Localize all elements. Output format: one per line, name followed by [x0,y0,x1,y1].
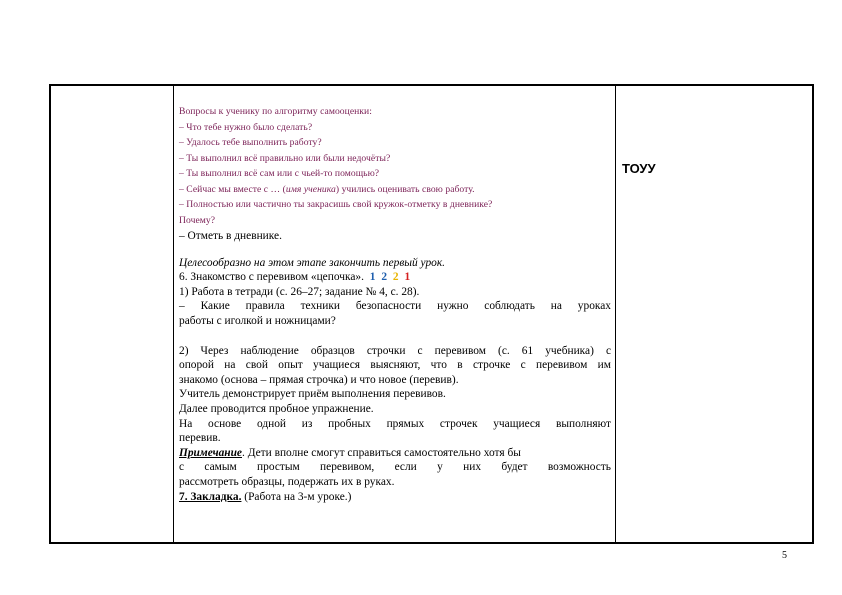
column-divider [173,86,174,542]
note-paragraph: Примечание. Дети вполне смогут справиться самостоятельно хотя бы [179,446,521,459]
question-item: – Полностью или частично ты закрасишь свой кружок-отметку в дневнике? [179,199,493,210]
questions-title: Вопросы к ученику по алгоритму самооценки: [179,106,372,117]
section-6-title: 6. Знакомство с перевивом «цепочка». 1 2 2 1 [179,271,411,284]
safety-question: – Какие правила техники безопасности нужно соблюдать на уроках [179,300,611,313]
question-item: Почему? [179,214,216,226]
column-divider [615,86,616,542]
level-number: 2 [381,271,388,284]
basis-paragraph: перевив. [179,432,221,445]
question-item: – Ты выполнил всё правильно или были недочёты? [179,152,391,164]
end-first-lesson-note: Целесообразно на этом этапе закончить первый урок. [179,256,446,269]
toyy-label: ТОУУ [622,161,656,176]
level-number: 2 [392,271,399,284]
note-label: Примечание [179,446,242,459]
observation-paragraph: опорой на свой опыт учащиеся выясняют, что в строчке с перевивом им [179,359,611,372]
self-assessment-questions [179,104,611,228]
question-item: – Что тебе нужно было сделать? [179,121,313,133]
observation-paragraph: 2) Через наблюдение образцов строчки с перевивом (с. 61 учебника) с [179,344,611,357]
teacher-demo: Учитель демонстрирует приём выполнения перевивов. [179,388,446,401]
question-item: – Сейчас мы вместе с … (имя ученика) учились оценивать свою работу. [179,183,475,195]
lesson-content [179,104,611,504]
note-paragraph: с самым простым перевивом, если у них будет возможность [179,461,611,474]
question-item: – Ты выполнил всё сам или с чьей-то помощью? [179,168,380,179]
trial-exercise: Далее проводится пробное упражнение. [179,402,374,415]
level-number: 1 [369,271,376,284]
lesson-table [49,84,814,544]
safety-question: работы с иголкой и ножницами? [179,314,336,327]
basis-paragraph: На основе одной из пробных прямых строчек учащиеся выполняют [179,417,611,430]
level-number: 1 [404,271,411,284]
section-7-label: 7. Закладка. [179,490,242,503]
note-paragraph: рассмотреть образцы, подержать их в руках. [179,475,395,488]
page-number: 5 [782,550,787,561]
section-7: 7. Закладка. (Работа на 3-м уроке.) [179,490,352,503]
mark-in-diary: – Отметь в дневнике. [179,230,282,242]
workbook-task: 1) Работа в тетради (с. 26–27; задание № 4, с. 28). [179,285,420,298]
observation-paragraph: знакомо (основа – прямая строчка) и что новое (перевив). [179,373,459,386]
question-item: – Удалось тебе выполнить работу? [179,137,322,148]
